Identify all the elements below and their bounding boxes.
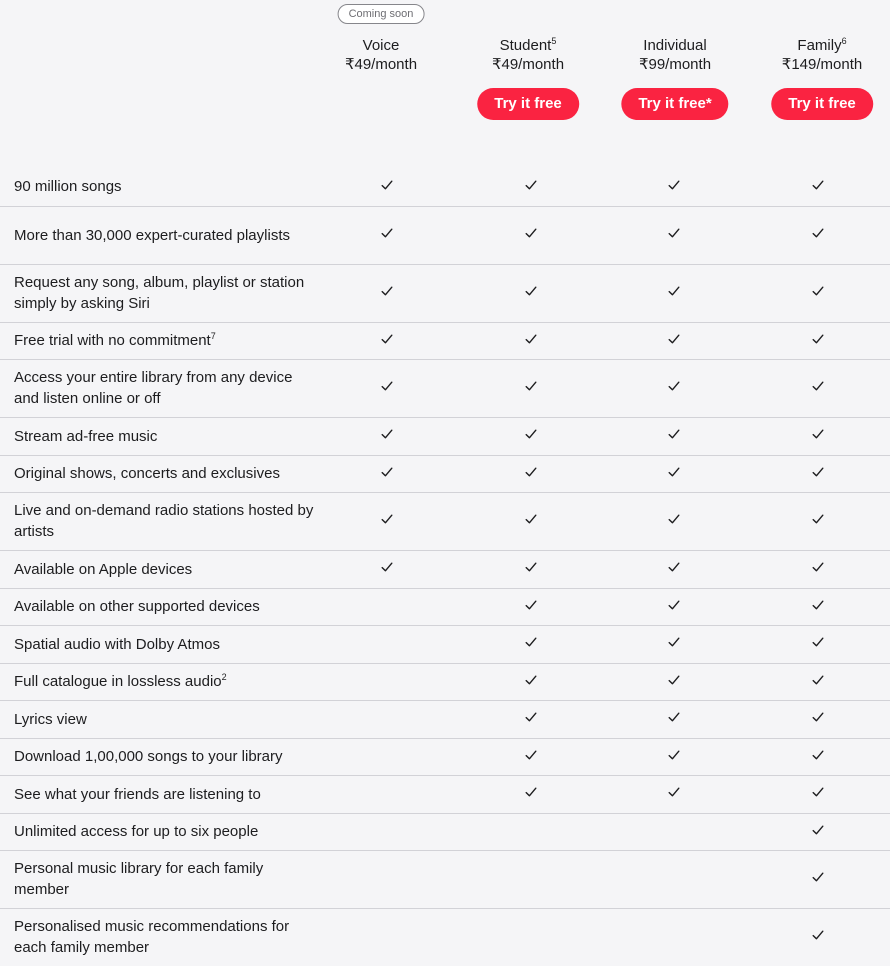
feature-row [0, 663, 890, 700]
availability-cell-student [459, 850, 603, 908]
checkmark-icon [667, 427, 681, 441]
availability-cell-individual [603, 813, 747, 850]
feature-label: Free trial with no commitment [14, 332, 211, 349]
feature-cell [0, 700, 315, 738]
availability-cell-individual [603, 625, 747, 663]
availability-cell-family [746, 417, 890, 455]
checkmark-icon [380, 284, 394, 298]
try-it-free-button-student[interactable]: Try it free [477, 88, 579, 120]
checkmark-icon [811, 178, 825, 192]
availability-cell-family [746, 813, 890, 850]
availability-cell-family [746, 738, 890, 775]
checkmark-icon [811, 928, 825, 942]
availability-cell-voice [315, 850, 459, 908]
feature-label: 90 million songs [14, 178, 122, 196]
availability-cell-voice [315, 775, 459, 813]
feature-cell [0, 455, 315, 492]
feature-cell [0, 908, 315, 966]
checkmark-icon [811, 635, 825, 649]
availability-cell-individual [603, 359, 747, 417]
availability-cell-family [746, 775, 890, 813]
availability-cell-student [459, 359, 603, 417]
availability-cell-student [459, 813, 603, 850]
feature-label: Full catalogue in lossless audio [14, 673, 222, 690]
availability-cell-family [746, 588, 890, 625]
availability-cell-individual [603, 264, 747, 322]
checkmark-icon [811, 427, 825, 441]
feature-cell [0, 738, 315, 775]
availability-cell-individual [603, 663, 747, 700]
availability-cell-individual [603, 168, 747, 206]
availability-cell-individual [603, 206, 747, 264]
coming-soon-badge: Coming soon [338, 4, 425, 24]
availability-cell-voice [315, 700, 459, 738]
feature-row [0, 850, 890, 908]
availability-cell-voice [315, 663, 459, 700]
checkmark-icon [667, 673, 681, 687]
feature-cell [0, 168, 315, 206]
plan-price: ₹99/month [638, 56, 712, 73]
checkmark-icon [524, 512, 538, 526]
availability-cell-student [459, 168, 603, 206]
checkmark-icon [667, 465, 681, 479]
availability-cell-family [746, 908, 890, 966]
checkmark-icon [811, 598, 825, 612]
feature-label: Access your entire library from any device and listen online or off [14, 369, 293, 407]
availability-cell-student [459, 700, 603, 738]
checkmark-icon [380, 379, 394, 393]
availability-cell-individual [603, 775, 747, 813]
availability-cell-individual [603, 588, 747, 625]
availability-cell-student [459, 417, 603, 455]
availability-cell-voice [315, 206, 459, 264]
feature-label: Stream ad-free music [14, 427, 158, 445]
checkmark-icon [524, 635, 538, 649]
checkmark-icon [524, 748, 538, 762]
feature-cell [0, 206, 315, 264]
availability-cell-family [746, 322, 890, 359]
checkmark-icon [667, 635, 681, 649]
availability-cell-voice [315, 455, 459, 492]
checkmark-icon [524, 710, 538, 724]
checkmark-icon [811, 870, 825, 884]
feature-comparison-table [0, 168, 890, 966]
feature-row [0, 417, 890, 455]
feature-label: Original shows, concerts and exclusives [14, 465, 280, 482]
availability-cell-voice [315, 417, 459, 455]
availability-cell-student [459, 206, 603, 264]
checkmark-icon [811, 560, 825, 574]
feature-row [0, 813, 890, 850]
feature-row [0, 908, 890, 966]
checkmark-icon [811, 512, 825, 526]
availability-cell-family [746, 492, 890, 550]
checkmark-icon [524, 785, 538, 799]
feature-cell [0, 550, 315, 588]
availability-cell-student [459, 550, 603, 588]
plan-footnote: 5 [551, 36, 557, 46]
availability-cell-family [746, 168, 890, 206]
feature-row [0, 738, 890, 775]
plan-name: Family$^6$ [797, 36, 847, 54]
availability-cell-individual [603, 850, 747, 908]
feature-row [0, 588, 890, 625]
availability-cell-student [459, 588, 603, 625]
availability-cell-voice [315, 264, 459, 322]
checkmark-icon [524, 465, 538, 479]
checkmark-icon [380, 332, 394, 346]
checkmark-icon [811, 785, 825, 799]
availability-cell-student [459, 908, 603, 966]
availability-cell-voice [315, 359, 459, 417]
plan-name: Individual [643, 37, 707, 54]
checkmark-icon [811, 823, 825, 837]
checkmark-icon [667, 332, 681, 346]
checkmark-icon [667, 710, 681, 724]
try-it-free-button-individual[interactable]: Try it free* [621, 88, 728, 120]
feature-label: Lyrics view [14, 710, 87, 728]
availability-cell-individual [603, 455, 747, 492]
feature-cell [0, 625, 315, 663]
feature-label: Request any song, album, playlist or station simply by asking Siri [14, 274, 305, 312]
feature-cell [0, 850, 315, 908]
checkmark-icon [811, 673, 825, 687]
checkmark-icon [524, 673, 538, 687]
availability-cell-individual [603, 417, 747, 455]
availability-cell-student [459, 322, 603, 359]
feature-footnote: 7 [210, 331, 216, 341]
checkmark-icon [380, 226, 394, 240]
availability-cell-voice [315, 588, 459, 625]
availability-cell-individual [603, 738, 747, 775]
feature-cell [0, 322, 315, 359]
availability-cell-voice [315, 813, 459, 850]
checkmark-icon [524, 598, 538, 612]
feature-footnote: 2 [221, 672, 227, 682]
feature-label: See what your friends are listening to [14, 785, 261, 803]
availability-cell-voice [315, 322, 459, 359]
feature-cell [0, 813, 315, 850]
checkmark-icon [811, 226, 825, 240]
checkmark-icon [524, 178, 538, 192]
feature-row [0, 322, 890, 359]
feature-row [0, 700, 890, 738]
availability-cell-student [459, 663, 603, 700]
checkmark-icon [667, 284, 681, 298]
checkmark-icon [667, 178, 681, 192]
feature-row [0, 168, 890, 206]
feature-label: Personalised music recommendations for each family member [14, 918, 290, 957]
checkmark-icon [667, 379, 681, 393]
availability-cell-family [746, 850, 890, 908]
availability-cell-family [746, 625, 890, 663]
checkmark-icon [380, 465, 394, 479]
checkmark-icon [667, 598, 681, 612]
checkmark-icon [380, 427, 394, 441]
checkmark-icon [667, 748, 681, 762]
checkmark-icon [667, 785, 681, 799]
plan-price: ₹49/month [344, 56, 418, 73]
checkmark-icon [380, 178, 394, 192]
plan-footnote: 6 [841, 36, 847, 46]
checkmark-icon [811, 710, 825, 724]
availability-cell-voice [315, 168, 459, 206]
try-it-free-button-family[interactable]: Try it free [771, 88, 873, 120]
availability-cell-voice [315, 492, 459, 550]
checkmark-icon [524, 379, 538, 393]
feature-label: Live and on-demand radio stations hosted by artists [14, 502, 314, 540]
availability-cell-individual [603, 492, 747, 550]
plan-price: ₹149/month [781, 56, 863, 73]
plan-price: ₹49/month [491, 56, 565, 73]
checkmark-icon [380, 512, 394, 526]
feature-cell [0, 417, 315, 455]
availability-cell-family [746, 206, 890, 264]
plan-name: Student$^5$ [499, 36, 557, 54]
feature-row [0, 492, 890, 550]
checkmark-icon [811, 332, 825, 346]
checkmark-icon [524, 284, 538, 298]
checkmark-icon [667, 512, 681, 526]
availability-cell-student [459, 264, 603, 322]
availability-cell-individual [603, 908, 747, 966]
feature-cell [0, 663, 315, 700]
checkmark-icon [667, 560, 681, 574]
feature-row [0, 206, 890, 264]
availability-cell-student [459, 738, 603, 775]
feature-cell [0, 492, 315, 550]
feature-row [0, 359, 890, 417]
availability-cell-family [746, 663, 890, 700]
checkmark-icon [524, 332, 538, 346]
availability-cell-student [459, 455, 603, 492]
availability-cell-individual [603, 700, 747, 738]
feature-label: Available on Apple devices [14, 560, 193, 578]
feature-row [0, 264, 890, 322]
checkmark-icon [524, 226, 538, 240]
feature-label: Unlimited access for up to six people [14, 823, 259, 840]
availability-cell-family [746, 550, 890, 588]
availability-cell-voice [315, 738, 459, 775]
checkmark-icon [524, 427, 538, 441]
feature-label: Personal music library for each family member [14, 860, 264, 898]
feature-label: Download 1,00,000 songs to your library [14, 748, 283, 765]
checkmark-icon [811, 748, 825, 762]
checkmark-icon [380, 560, 394, 574]
availability-cell-individual [603, 322, 747, 359]
availability-cell-family [746, 359, 890, 417]
checkmark-icon [811, 284, 825, 298]
availability-cell-student [459, 775, 603, 813]
checkmark-icon [811, 379, 825, 393]
feature-label: Spatial audio with Dolby Atmos [14, 635, 220, 653]
feature-label: Available on other supported devices [14, 598, 260, 615]
feature-row [0, 550, 890, 588]
feature-label: More than 30,000 expert-curated playlists [14, 226, 290, 244]
availability-cell-family [746, 264, 890, 322]
availability-cell-voice [315, 625, 459, 663]
availability-cell-family [746, 700, 890, 738]
feature-cell [0, 588, 315, 625]
feature-cell [0, 775, 315, 813]
availability-cell-student [459, 492, 603, 550]
checkmark-icon [811, 465, 825, 479]
availability-cell-student [459, 625, 603, 663]
plan-name: Voice [362, 37, 400, 54]
availability-cell-voice [315, 908, 459, 966]
feature-row [0, 455, 890, 492]
availability-cell-family [746, 455, 890, 492]
checkmark-icon [667, 226, 681, 240]
feature-row [0, 775, 890, 813]
availability-cell-individual [603, 550, 747, 588]
feature-cell [0, 264, 315, 322]
checkmark-icon [524, 560, 538, 574]
feature-row [0, 625, 890, 663]
feature-cell [0, 359, 315, 417]
availability-cell-voice [315, 550, 459, 588]
